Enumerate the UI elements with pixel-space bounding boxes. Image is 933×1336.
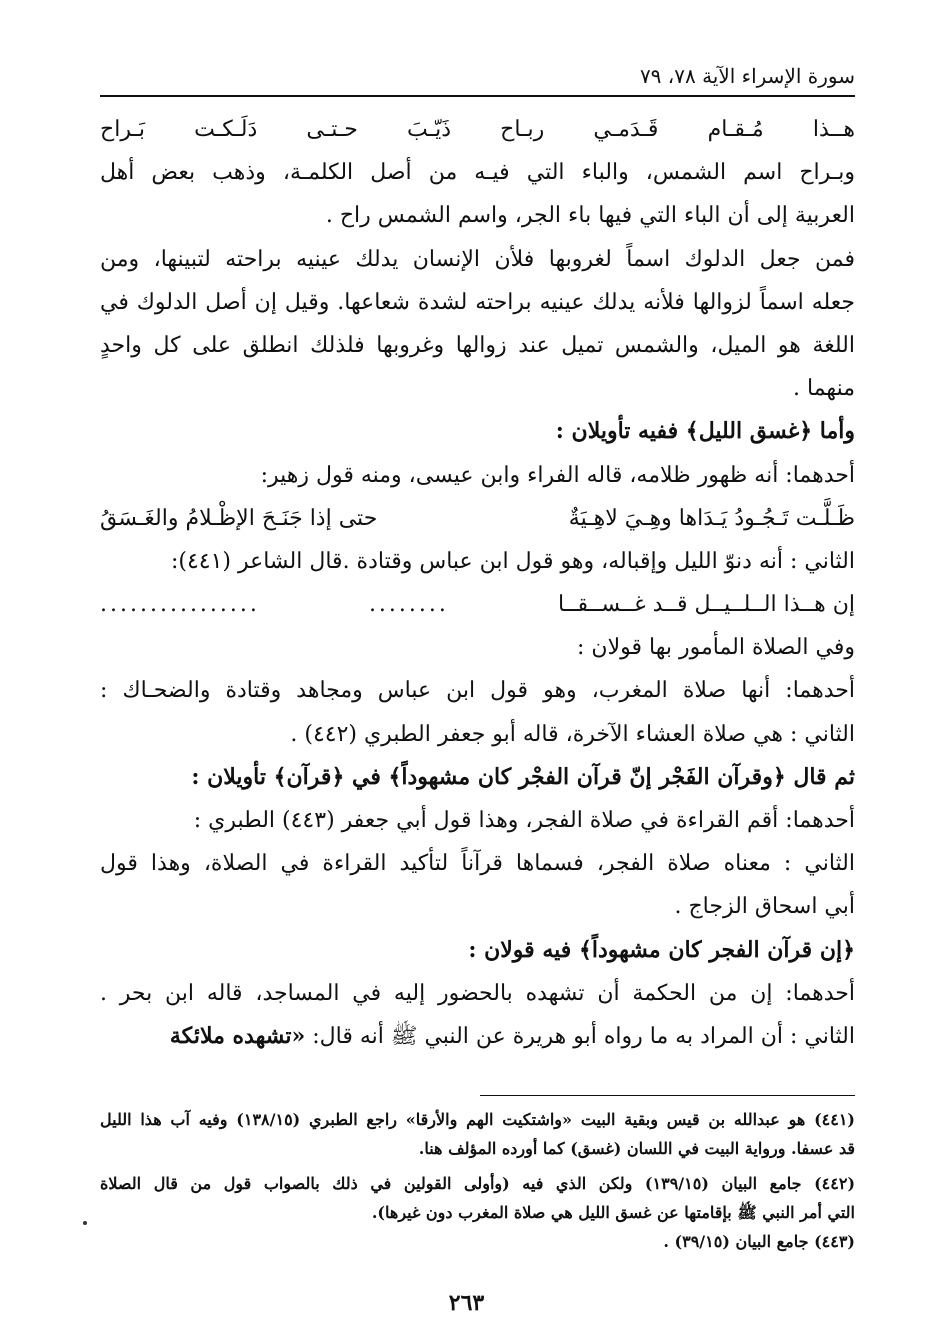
footnote-line: التي أمر النبي ﷺ بإقامتها عن غسق الليل هي صلاة المغرب دون غيرها).: [371, 1203, 855, 1222]
text-line: اللغة هو الميل، والشمس تميل عند زوالها وغروبها فلذلك انطلق على كل واحدٍ: [100, 332, 855, 358]
poetry-verse: [100, 583, 855, 626]
text-line: أحدهما: أقم القراءة في صلاة الفجر، وهذا قول أبي جعفر (٤٤٣) الطبري :: [193, 808, 855, 833]
verse-line: هــذا مُـقـام قَـدَمـي ربـاح ذَيّـبَ حـتـى دَلَـكـت بَـراح: [100, 117, 855, 142]
text-line: أحدهما: إن من الحكمة أن تشهده بالحضور إليه في المساجد، قاله ابن بحر .: [100, 980, 855, 1006]
scan-speck: [83, 1221, 87, 1225]
text-line-start: الثاني : أن المراد به ما رواه أبو هريرة عن النبي ﷺ أنه قال:: [312, 1023, 855, 1049]
text-line: الثاني : أنه دنوّ الليل وإقباله، وهو قول ابن عباس وقتادة .قال الشاعر (٤٤١):: [170, 548, 855, 574]
section-heading: ثم قال ﴿وقرآن الفَجْر إنّ قرآن الفجْر كان مشهوداً﴾ في ﴿قرآن﴾ تأويلان :: [191, 763, 855, 790]
section-heading: وأما ﴿غسق الليل﴾ ففيه تأويلان :: [555, 418, 855, 445]
footnotes: [100, 1105, 855, 1256]
text-line: أحدهما: أنها صلاة المغرب، وهو قول ابن عباس ومجاهد وقتادة والضحـاك :: [100, 678, 855, 704]
text-line: [100, 1015, 855, 1058]
header-divider: [100, 95, 855, 97]
text-line: فمن جعل الدلوك اسماً لغروبها فلأن الإنسان يدلك عينيه براحته لتبينها، ومن: [100, 246, 855, 272]
verse-first-hemistich: ظَـلَّـت تَـجُـودُ يَـدَاها وهِـيَ لاهِـيَةٌ: [568, 505, 855, 531]
text-line: أحدهما: أنه ظهور ظلامه، قاله الفراء وابن عيسى، ومنه قول زهير:: [260, 462, 855, 488]
footnote-line: (٤٤٣) جامع البيان (٣٩/١٥) .: [663, 1232, 855, 1251]
text-line: وبـراح اسم الشمس، والباء التي فيـه من أصل الكلمـة، وذهب بعض أهل: [100, 160, 855, 186]
verse-second-hemistich: حتى إذا جَنَـحَ الإظْـلامُ والغَـسَقُ: [100, 505, 378, 531]
poetry-verse: [100, 497, 855, 540]
section-heading: ﴿إن قرآن الفجر كان مشهوداً﴾ فيه قولان :: [468, 936, 855, 963]
main-text: [100, 108, 855, 1058]
verse-ellipsis: ........: [368, 592, 449, 618]
text-line: منهما .: [793, 376, 855, 402]
text-line: الثاني : معناه صلاة الفجر، فسماها قرآناً لتأكيد القراءة في الصلاة، وهذا قول: [100, 851, 855, 877]
verse-ellipsis: ................: [100, 592, 260, 618]
text-line: العربية إلى أن الباء التي فيها باء الجر، واسم الشمس راح .: [325, 203, 855, 229]
text-line: وفي الصلاة المأمور بها قولان :: [577, 635, 855, 661]
hadith-quote: «تشهده ملائكة: [169, 1022, 306, 1049]
verse-first-hemistich: إن هــذا الــلــيــل قــد غــســقــا: [557, 592, 855, 618]
footnote-divider: [480, 1095, 855, 1096]
footnote-line: (٤٤١) هو عبدالله بن قيس وبقية البيت «واشتكيت الهم والأرقا» راجع الطبري (١٣٨/١٥) وفيه آب هذا الليل: [100, 1110, 855, 1129]
text-line: أبي اسحاق الزجاج .: [674, 894, 855, 920]
footnote-line: (٤٤٢) جامع البيان (١٣٩/١٥) ولكن الذي فيه (وأولى القولين في ذلك بالصواب قول من قال الصلاة: [100, 1174, 855, 1193]
running-header: سورة الإسراء الآية ٧٨، ٧٩: [639, 64, 855, 88]
page-number: ٢٦٣: [448, 1290, 485, 1316]
text-line: الثاني : هي صلاة العشاء الآخرة، قاله أبو جعفر الطبري (٤٤٢) .: [290, 721, 855, 747]
footnote-line: قد عسفا. ورواية البيت في اللسان (غسق) كما أورده المؤلف هنا.: [418, 1139, 855, 1158]
text-line: جعله اسماً لزوالها فلأنه يدلك عينيه براحته لشدة شعاعها. وقيل إن أصل الدلوك في: [100, 289, 855, 315]
